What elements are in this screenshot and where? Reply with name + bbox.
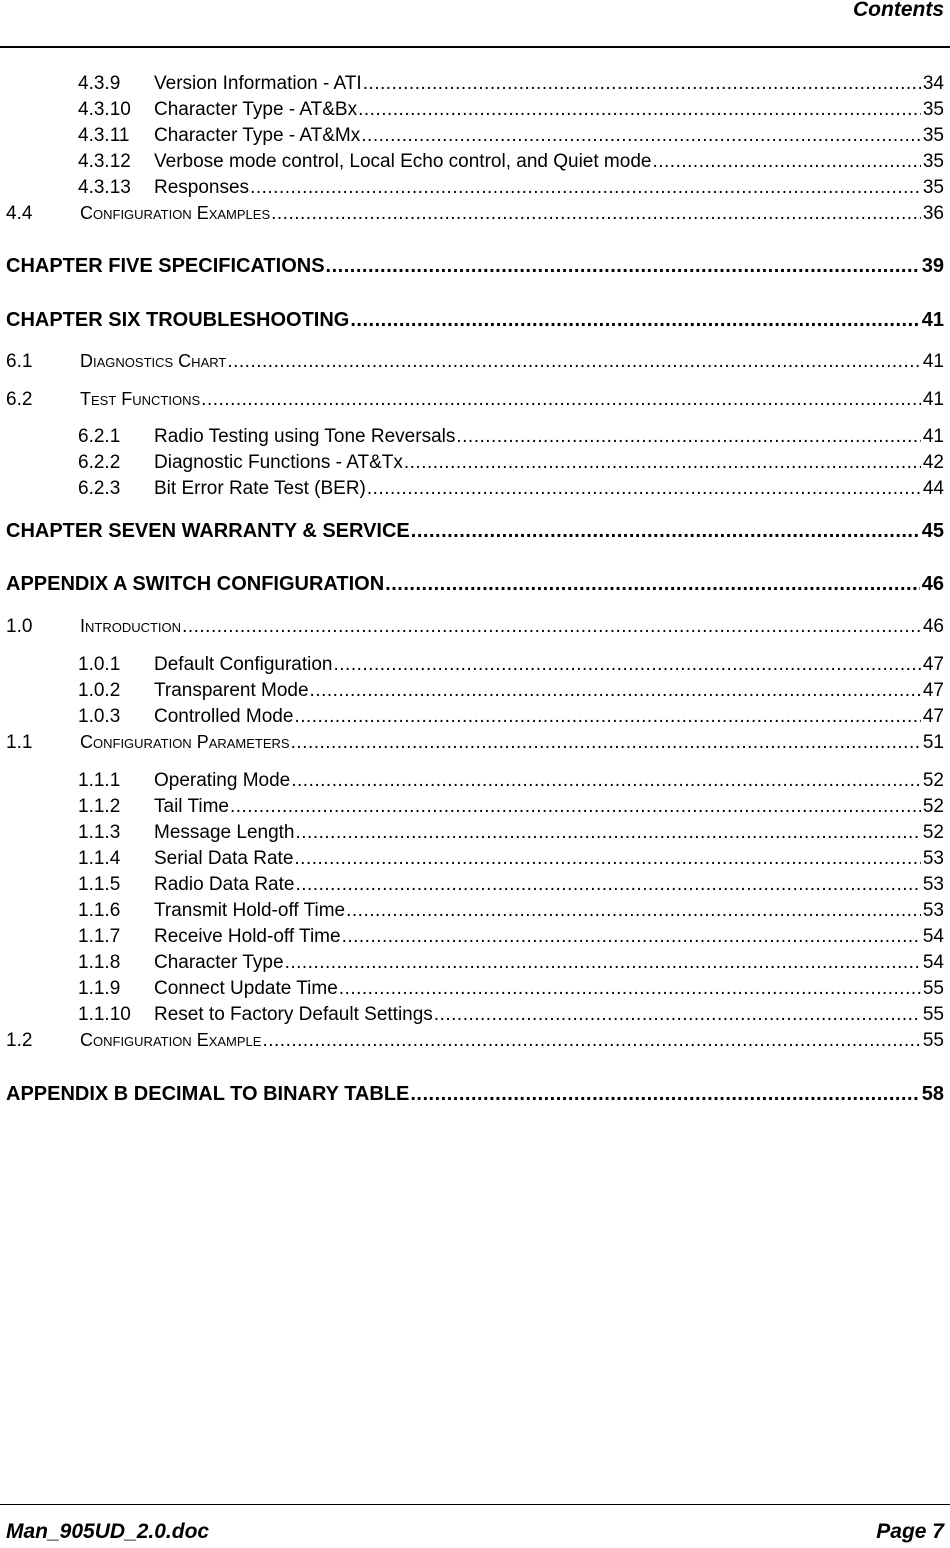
toc-dot-leader: [271, 203, 921, 225]
toc-entry-page: 42: [922, 452, 944, 473]
toc-dot-leader: [652, 151, 920, 173]
toc-dot-leader: [227, 351, 921, 373]
toc-entry[interactable]: [6, 309, 944, 335]
toc-entry-page: 34: [922, 73, 944, 94]
toc-entry-number: 1.1: [6, 732, 33, 753]
toc-dot-leader: [230, 796, 921, 818]
toc-entry[interactable]: [6, 654, 944, 680]
toc-entry-page: 47: [922, 680, 944, 701]
toc-entry-page: 46: [922, 616, 944, 637]
toc-entry[interactable]: [6, 680, 944, 706]
toc-entry[interactable]: [6, 255, 944, 281]
toc-dot-leader: [334, 654, 921, 676]
toc-entry-number: 4.3.13: [78, 177, 131, 198]
toc-entry-page: 47: [922, 654, 944, 675]
toc-dot-leader: [339, 978, 921, 1000]
toc-entry-title: Transmit Hold-off Time: [154, 900, 346, 921]
toc-entry[interactable]: [6, 478, 944, 504]
toc-entry[interactable]: [6, 203, 944, 229]
toc-entry[interactable]: [6, 732, 944, 758]
toc-entry-number: 1.1.10: [78, 1004, 131, 1025]
toc-entry-number: 1.1.9: [78, 978, 121, 999]
toc-entry-page: 39: [921, 255, 944, 277]
toc-entry-number: 1.1.1: [78, 770, 121, 791]
toc-entry-page: 46: [921, 573, 944, 595]
toc-dot-leader: [326, 255, 920, 278]
footer-page-number: Page 7: [876, 1520, 944, 1543]
toc-entry[interactable]: [6, 848, 944, 874]
toc-entry-number: 4.3.11: [78, 125, 130, 146]
toc-entry-title: Message Length: [154, 822, 295, 843]
toc-entry[interactable]: [6, 99, 944, 125]
toc-entry[interactable]: [6, 452, 944, 478]
toc-entry-page: 45: [921, 520, 944, 542]
toc-entry[interactable]: [6, 796, 944, 822]
toc-entry-number: 1.1.3: [78, 822, 121, 843]
toc-dot-leader: [367, 478, 921, 500]
toc-entry-page: 35: [922, 151, 944, 172]
toc-entry-number: 4.3.12: [78, 151, 131, 172]
toc-entry[interactable]: [6, 520, 944, 546]
footer-rule: [0, 1504, 950, 1505]
toc-entry-title: Character Type - AT&Bx: [154, 99, 358, 120]
toc-entry-number: 4.3.10: [78, 99, 131, 120]
toc-entry-page: 55: [922, 1004, 944, 1025]
page-header-title: Contents: [853, 0, 944, 21]
toc-dot-leader: [363, 73, 921, 95]
toc-entry[interactable]: [6, 573, 944, 599]
toc-entry-page: 52: [922, 822, 944, 843]
toc-dot-leader: [285, 952, 921, 974]
toc-entry-number: 1.1.7: [78, 926, 121, 947]
toc-entry-title: Character Type - AT&Mx: [154, 125, 361, 146]
toc-entry-title: CHAPTER SIX TROUBLESHOOTING: [6, 309, 350, 331]
toc-entry-title: Test Functions: [80, 389, 201, 409]
toc-entry-page: 44: [922, 478, 944, 499]
toc-entry-number: 1.2: [6, 1030, 33, 1051]
toc-entry-number: 1.0.3: [78, 706, 121, 727]
toc-entry-page: 54: [922, 926, 944, 947]
toc-entry-title: CHAPTER SEVEN WARRANTY & SERVICE: [6, 520, 410, 542]
toc-entry[interactable]: [6, 426, 944, 452]
toc-entry-page: 41: [921, 309, 944, 331]
toc-entry-title: Connect Update Time: [154, 978, 338, 999]
toc-entry-page: 35: [922, 125, 944, 146]
toc-entry-number: 6.1: [6, 351, 33, 372]
toc-entry[interactable]: [6, 822, 944, 848]
toc-entry-page: 47: [922, 706, 944, 727]
toc-entry[interactable]: [6, 616, 944, 642]
toc-dot-leader: [404, 452, 921, 474]
toc-entry-page: 52: [922, 770, 944, 791]
toc-entry-number: 1.1.6: [78, 900, 121, 921]
toc-entry[interactable]: [6, 177, 944, 203]
toc-entry-page: 41: [922, 351, 944, 372]
toc-entry-title: Character Type: [154, 952, 284, 973]
toc-dot-leader: [342, 926, 921, 948]
toc-entry[interactable]: [6, 978, 944, 1004]
toc-dot-leader: [294, 848, 920, 870]
toc-dot-leader: [410, 1083, 919, 1106]
header-rule: [0, 46, 950, 48]
toc-entry[interactable]: [6, 151, 944, 177]
toc-entry-title: Diagnostics Chart: [80, 351, 227, 371]
toc-entry-number: 6.2.2: [78, 452, 121, 473]
toc-entry-number: 4.3.9: [78, 73, 121, 94]
toc-dot-leader: [310, 680, 921, 702]
toc-entry-page: 51: [922, 732, 944, 753]
toc-entry-page: 53: [922, 874, 944, 895]
toc-entry-number: 1.0.1: [78, 654, 121, 675]
toc-entry-title: Default Configuration: [154, 654, 333, 675]
toc-entry-page: 36: [922, 203, 944, 224]
toc-entry-title: Introduction: [80, 616, 182, 636]
toc-dot-leader: [291, 732, 921, 754]
toc-entry-title: Serial Data Rate: [154, 848, 294, 869]
toc-entry-number: 4.4: [6, 203, 33, 224]
toc-dot-leader: [182, 616, 921, 638]
toc-dot-leader: [295, 874, 920, 896]
toc-entry-page: 55: [922, 978, 944, 999]
toc-entry-number: 6.2.1: [78, 426, 121, 447]
toc-entry-title: APPENDIX A SWITCH CONFIGURATION: [6, 573, 385, 595]
toc-entry-page: 35: [922, 177, 944, 198]
toc-dot-leader: [456, 426, 920, 448]
toc-entry[interactable]: [6, 1030, 944, 1056]
toc-entry[interactable]: [6, 389, 944, 415]
toc-dot-leader: [262, 1030, 920, 1052]
toc-entry-title: Controlled Mode: [154, 706, 294, 727]
toc-entry-page: 55: [922, 1030, 944, 1051]
toc-entry[interactable]: [6, 73, 944, 99]
toc-entry-page: 54: [922, 952, 944, 973]
toc-entry-page: 53: [922, 900, 944, 921]
toc-entry[interactable]: [6, 926, 944, 952]
toc-entry-number: 6.2: [6, 389, 33, 410]
toc-dot-leader: [346, 900, 921, 922]
toc-dot-leader: [250, 177, 921, 199]
toc-entry[interactable]: [6, 706, 944, 732]
toc-entry-number: 1.0.2: [78, 680, 121, 701]
toc-entry-number: 1.1.4: [78, 848, 121, 869]
footer-document-name: Man_905UD_2.0.doc: [6, 1520, 210, 1543]
toc-entry-number: 1.1.5: [78, 874, 121, 895]
toc-entry[interactable]: [6, 952, 944, 978]
toc-entry-title: Receive Hold-off Time: [154, 926, 341, 947]
toc-entry-page: 41: [922, 389, 944, 410]
toc-entry[interactable]: [6, 351, 944, 377]
toc-dot-leader: [296, 822, 921, 844]
toc-entry-page: 35: [922, 99, 944, 120]
toc-entry-title: Version Information - ATI: [154, 73, 362, 94]
toc-entry-title: Diagnostic Functions - AT&Tx: [154, 452, 403, 473]
toc-entry-title: Configuration Examples: [80, 203, 271, 223]
toc-entry-page: 52: [922, 796, 944, 817]
toc-entry-title: Radio Data Rate: [154, 874, 295, 895]
toc-dot-leader: [294, 706, 920, 728]
toc-entry-number: 1.1.8: [78, 952, 121, 973]
toc-entry-title: Responses: [154, 177, 250, 198]
toc-entry-title: CHAPTER FIVE SPECIFICATIONS: [6, 255, 325, 277]
toc-entry-title: Transparent Mode: [154, 680, 309, 701]
toc-dot-leader: [201, 389, 921, 411]
toc-entry-number: 6.2.3: [78, 478, 121, 499]
toc-entry[interactable]: [6, 125, 944, 151]
toc-dot-leader: [291, 770, 921, 792]
toc-entry-number: 1.0: [6, 616, 33, 637]
toc-entry-title: Radio Testing using Tone Reversals: [154, 426, 456, 447]
toc-entry[interactable]: [6, 1004, 944, 1030]
toc-entry-title: Reset to Factory Default Settings: [154, 1004, 433, 1025]
toc-entry-page: 58: [921, 1083, 944, 1105]
toc-entry-page: 41: [922, 426, 944, 447]
toc-entry[interactable]: [6, 770, 944, 796]
toc-entry[interactable]: [6, 900, 944, 926]
toc-dot-leader: [361, 125, 921, 147]
toc-entry-title: Bit Error Rate Test (BER): [154, 478, 366, 499]
toc-entry-title: Operating Mode: [154, 770, 291, 791]
toc-entry-title: APPENDIX B DECIMAL TO BINARY TABLE: [6, 1083, 410, 1105]
toc-entry-title: Verbose mode control, Local Echo control, and Quiet mode: [154, 151, 652, 172]
toc-dot-leader: [350, 309, 919, 332]
toc-dot-leader: [358, 99, 921, 121]
toc-entry-title: Tail Time: [154, 796, 229, 817]
toc-entry-title: Configuration Parameters: [80, 732, 290, 752]
toc-entry-title: Configuration Example: [80, 1030, 262, 1050]
toc-entry-number: 1.1.2: [78, 796, 121, 817]
toc-entry[interactable]: [6, 1083, 944, 1109]
toc-dot-leader: [411, 520, 920, 543]
toc-dot-leader: [434, 1004, 921, 1026]
toc-entry[interactable]: [6, 874, 944, 900]
toc-entry-page: 53: [922, 848, 944, 869]
toc-dot-leader: [385, 573, 920, 596]
